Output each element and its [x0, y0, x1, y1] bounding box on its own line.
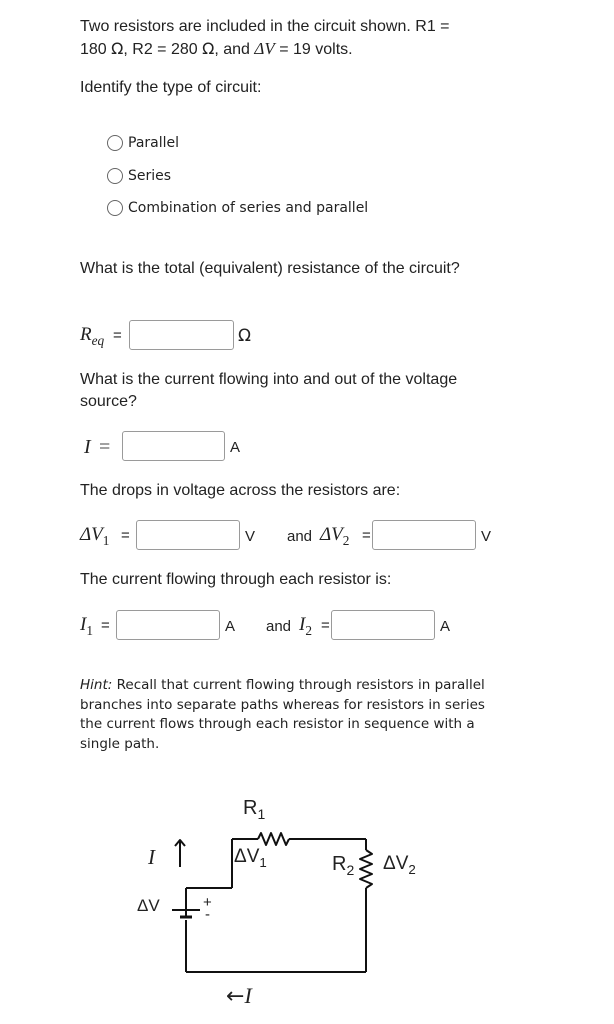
minus-sign: -	[205, 906, 210, 923]
option-combination[interactable]: Combination of series and parallel	[107, 200, 368, 216]
dv1-unit: V	[245, 528, 256, 545]
source-label: ΔV	[137, 896, 160, 915]
dv1-diagram-label: $\Delta V_1$	[234, 846, 267, 870]
bottom-current: ←I	[226, 983, 252, 1009]
resistor-r2	[360, 850, 372, 888]
r1-label: $R_1$	[243, 797, 266, 822]
req-label: $R_{eq}$	[80, 324, 105, 348]
current-equals: =	[99, 436, 111, 458]
i2-unit: A	[440, 618, 451, 635]
dv2-diagram-label: $\Delta V_2$	[383, 853, 416, 877]
resistor-r1	[258, 833, 289, 845]
req-equals: =	[113, 327, 122, 344]
i1-equals: =	[101, 617, 110, 634]
dv1-label: $\Delta V_1$	[80, 524, 110, 548]
problem-line-2: 180 Ω, R2 = 280 Ω, and ΔV = 19 volts.	[80, 39, 353, 58]
dv1-equals: =	[121, 527, 130, 544]
r2-label: $R_2$	[332, 853, 355, 878]
i2-label: $I_2$	[299, 614, 312, 638]
current-unit: A	[230, 439, 241, 456]
i1-unit: A	[225, 618, 236, 635]
dv2-equals: =	[362, 527, 371, 544]
i1-label: $I_1$	[80, 614, 93, 638]
q4-prompt: The drops in voltage across the resistors are:	[80, 482, 401, 499]
hint-label: Hint:	[80, 677, 113, 693]
dv-and: and	[287, 528, 313, 545]
current-diagram-label: I	[148, 845, 155, 869]
q3-prompt: What is the current flowing into and out of the voltage source?	[80, 371, 458, 410]
req-unit: Ω	[238, 326, 251, 346]
problem-line-1: Two resistors are included in the circuit shown. R1 =	[80, 18, 450, 35]
option-parallel[interactable]: Parallel	[107, 135, 179, 151]
i2-equals: =	[321, 617, 330, 634]
i-and: and	[266, 618, 292, 635]
hint-text: Recall that current flowing through resistors in parallel branches into separate paths whereas for resistors in series the current flows through each resistor in sequence with a single path.	[80, 677, 485, 752]
plus-sign: +	[203, 894, 212, 911]
q1-prompt: Identify the type of circuit:	[80, 79, 262, 96]
option-series[interactable]: Series	[107, 168, 171, 184]
dv2-label: $\Delta V_2$	[320, 524, 350, 548]
q2-prompt: What is the total (equivalent) resistance of the circuit?	[80, 260, 460, 277]
current-label: I	[84, 436, 91, 458]
q5-prompt: The current flowing through each resistor is:	[80, 571, 392, 588]
dv2-unit: V	[481, 528, 492, 545]
arrow-left-icon: ←	[226, 984, 245, 1009]
